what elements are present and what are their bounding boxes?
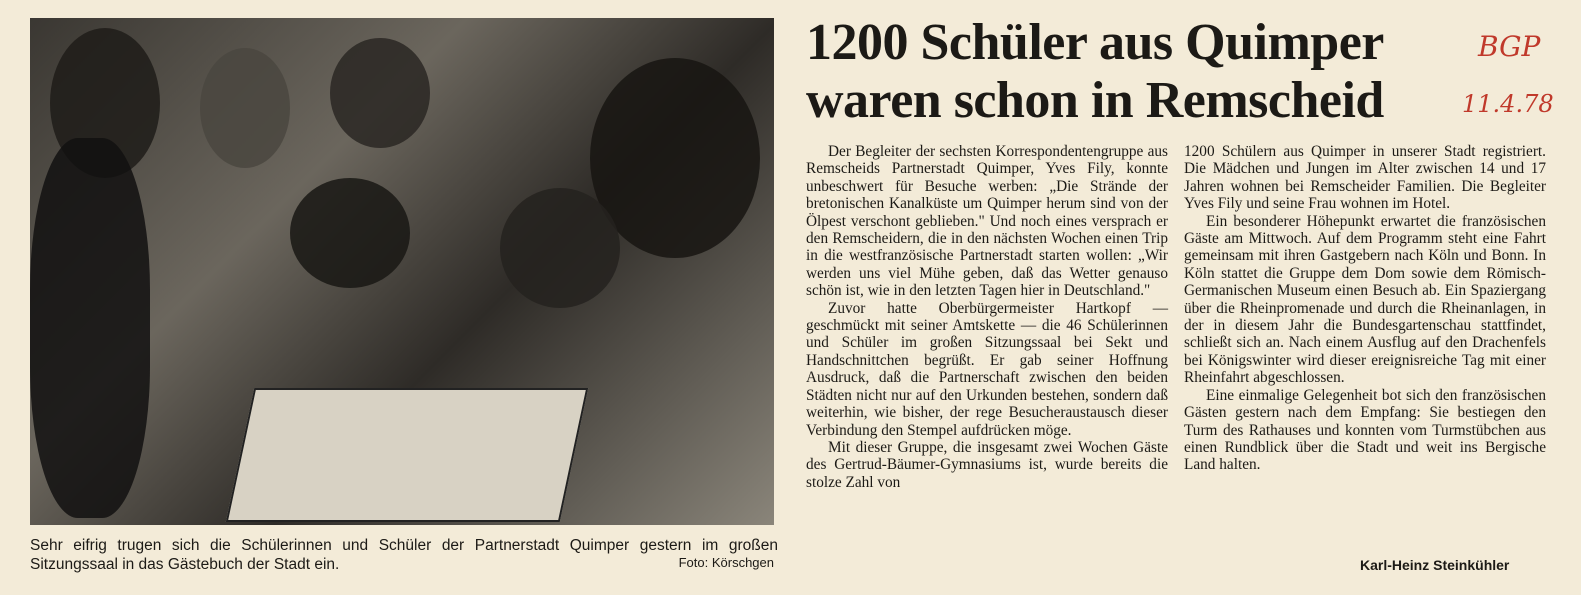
article-paragraph: Mit dieser Gruppe, die insgesamt zwei Wochen Gäste des Gertrud-Bäumer-Gymnasiums ist, wurde bereits die stolze Zahl von	[806, 438, 1168, 491]
photo-figure	[290, 178, 410, 288]
handwritten-source-note: BGP	[1478, 30, 1541, 63]
article-paragraph: Der Begleiter der sechsten Korrespondentengruppe aus Remscheids Partnerstadt Quimper, Yves Fily, konnte unbeschwert für Besuche werben: „Die Strände der bretonischen Kanalküste um Quimper herum sind von der Ölpest verschont geblieben." Und noch eines versprach er den Remscheidern, die in den nächsten Wochen einen Trip in die westfranzösische Partnerstadt starten wollen: „Wir werden uns viel Mühe geben, daß das Wetter genauso schön ist, wie in den letzten Tagen hier in Deutschland."	[806, 143, 1168, 300]
article-column-2	[1184, 143, 1546, 474]
article-paragraph: Zuvor hatte Oberbürgermeister Hartkopf — geschmückt mit seiner Amtskette — die 46 Schülerinnen und Schüler im großen Sitzungssaal bei Sekt und Handschnittchen begrüßt. Er gab seiner Hoffnung Ausdruck, daß die Partnerschaft zwischen den beiden Städten nicht nur auf den Urkunden bestehen, sondern daß weiterhin, wie bisher, der rege Besucheraustausch dieser Verbindung den Stempel aufdrücken möge.	[806, 299, 1168, 439]
headline-line-2: waren schon in Remscheid	[806, 72, 1384, 129]
headline-line-1: 1200 Schüler aus Quimper	[806, 14, 1384, 71]
article-paragraph: 1200 Schülern aus Quimper in unserer Stadt registriert. Die Mädchen und Jungen im Alter zwischen 14 und 17 Jahren wohnen bei Remscheider Familien. Die Begleiter Yves Fily und seine Frau wohnen im Hotel.	[1184, 143, 1546, 213]
article-byline: Karl-Heinz Steinkühler	[1360, 557, 1510, 573]
guestbook	[226, 388, 588, 522]
article-paragraph: Eine einmalige Gelegenheit bot sich den französischen Gästen gestern nach dem Empfang: Sie bestiegen den Turm des Rathauses und konnten vom Turmstübchen aus einen Rundblick über die Stadt und weit ins Bergische Land halten.	[1184, 386, 1546, 474]
headline	[806, 14, 1506, 130]
photo-figure	[330, 38, 430, 148]
photo-figure	[30, 138, 150, 518]
photo-caption: Sehr eifrig trugen sich die Schülerinnen und Schüler der Partnerstadt Quimper gestern im großen Sitzungssaal in das Gästebuch der Stadt ein.	[30, 537, 778, 573]
photo-figure	[500, 188, 620, 308]
photo-figure	[200, 48, 290, 168]
article-column-1	[806, 143, 1168, 491]
handwritten-date-note: 11.4.78	[1462, 90, 1554, 118]
article-paragraph: Ein besonderer Höhepunkt erwartet die französischen Gäste am Mittwoch. Auf dem Programm steht eine Fahrt gemeinsam mit ihren Gastgebern nach Köln und Bonn. In Köln stattet die Gruppe dem Dom sowie dem Römisch-Germanischen Museum einen Besuch ab. Ein Spaziergang über die Rheinpromenade und durch die Rheinanlagen, in der in diesem Jahr die Bundesgartenschau stattfindet, schließt sich an. Nach einem Ausflug auf den Drachenfels bei Königswinter wird dieser ereignisreiche Tag mit einer Rheinfahrt abgeschlossen.	[1184, 212, 1546, 387]
photo-credit: Foto: Körschgen	[678, 555, 774, 570]
news-photo	[30, 18, 774, 525]
